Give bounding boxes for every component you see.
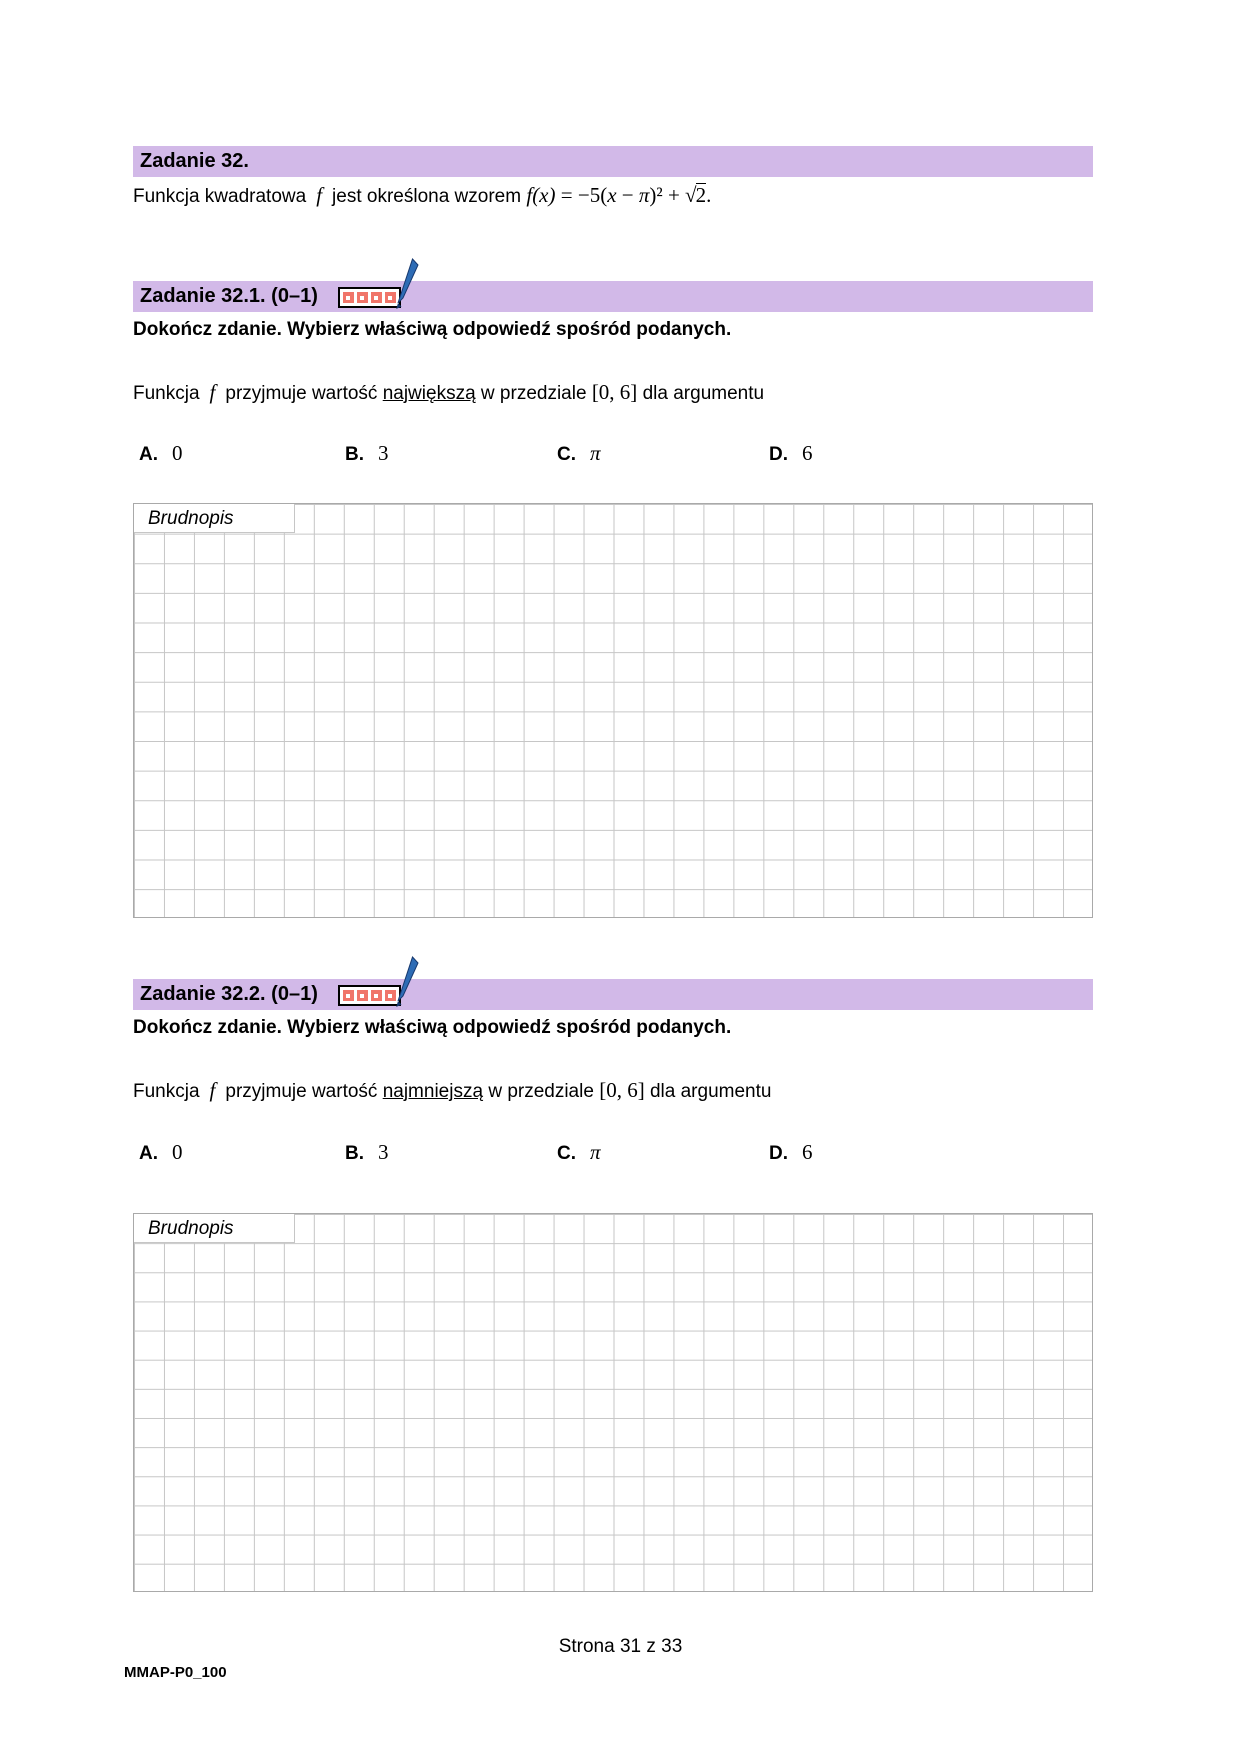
scratchpad-label: Brudnopis xyxy=(134,1214,295,1243)
answer-card-icon xyxy=(338,287,401,308)
emphasized-word: największą xyxy=(382,383,476,404)
pen-icon xyxy=(395,956,419,1008)
task-32-2-question: Funkcja f przyjmuje wartość najmniejszą w przedziale [0, 6] dla argumentu xyxy=(133,1078,772,1102)
task-32-2-instruction: Dokończ zdanie. Wybierz właściwą odpowiedź spośród podanych. xyxy=(133,1017,732,1038)
task-32-1-header xyxy=(133,281,1093,312)
sqrt-icon: √ xyxy=(685,183,697,207)
scratchpad-label: Brudnopis xyxy=(134,504,295,533)
intro-mid: jest określona wzorem xyxy=(332,186,522,207)
option-a: A. 0 xyxy=(139,1140,183,1164)
function-symbol: f xyxy=(316,183,323,207)
function-symbol: f xyxy=(209,380,216,404)
task-32-header xyxy=(133,146,1093,177)
scratchpad-grid-2 xyxy=(133,1213,1093,1592)
task-32-2-title: Zadanie 32.2. (0–1) xyxy=(140,983,318,1005)
quadratic-formula: f(x) = −5(x − π)² + √2. xyxy=(526,183,712,207)
task-32-1-question: Funkcja f przyjmuje wartość największą w przedziale [0, 6] dla argumentu xyxy=(133,380,765,404)
pen-icon xyxy=(395,258,419,310)
task-32-1-options xyxy=(133,441,1093,471)
task-32-1-title: Zadanie 32.1. (0–1) xyxy=(140,285,318,307)
option-d: D. 6 xyxy=(769,441,813,465)
task-32-2-header xyxy=(133,979,1093,1010)
answer-card-icon xyxy=(338,985,401,1006)
task-32-title: Zadanie 32. xyxy=(140,150,249,172)
option-d: D. 6 xyxy=(769,1140,813,1164)
scratchpad-grid-1 xyxy=(133,503,1093,918)
option-c: C. π xyxy=(557,441,601,465)
intro-prefix: Funkcja kwadratowa xyxy=(133,186,307,207)
page-number: Strona 31 z 33 xyxy=(558,1636,683,1657)
option-b: B. 3 xyxy=(345,441,389,465)
intro-sentence xyxy=(133,183,711,208)
function-symbol: f xyxy=(209,1078,216,1102)
option-b: B. 3 xyxy=(345,1140,389,1164)
exam-sheet-code: MMAP-P0_100 xyxy=(124,1664,227,1681)
interval: [0, 6] xyxy=(591,380,638,404)
task-32-1-instruction: Dokończ zdanie. Wybierz właściwą odpowiedź spośród podanych. xyxy=(133,319,732,340)
option-c: C. π xyxy=(557,1140,601,1164)
interval: [0, 6] xyxy=(599,1078,645,1102)
task-32-2-options xyxy=(133,1140,1093,1170)
option-a: A. 0 xyxy=(139,441,183,465)
emphasized-word: najmniejszą xyxy=(382,1081,484,1102)
